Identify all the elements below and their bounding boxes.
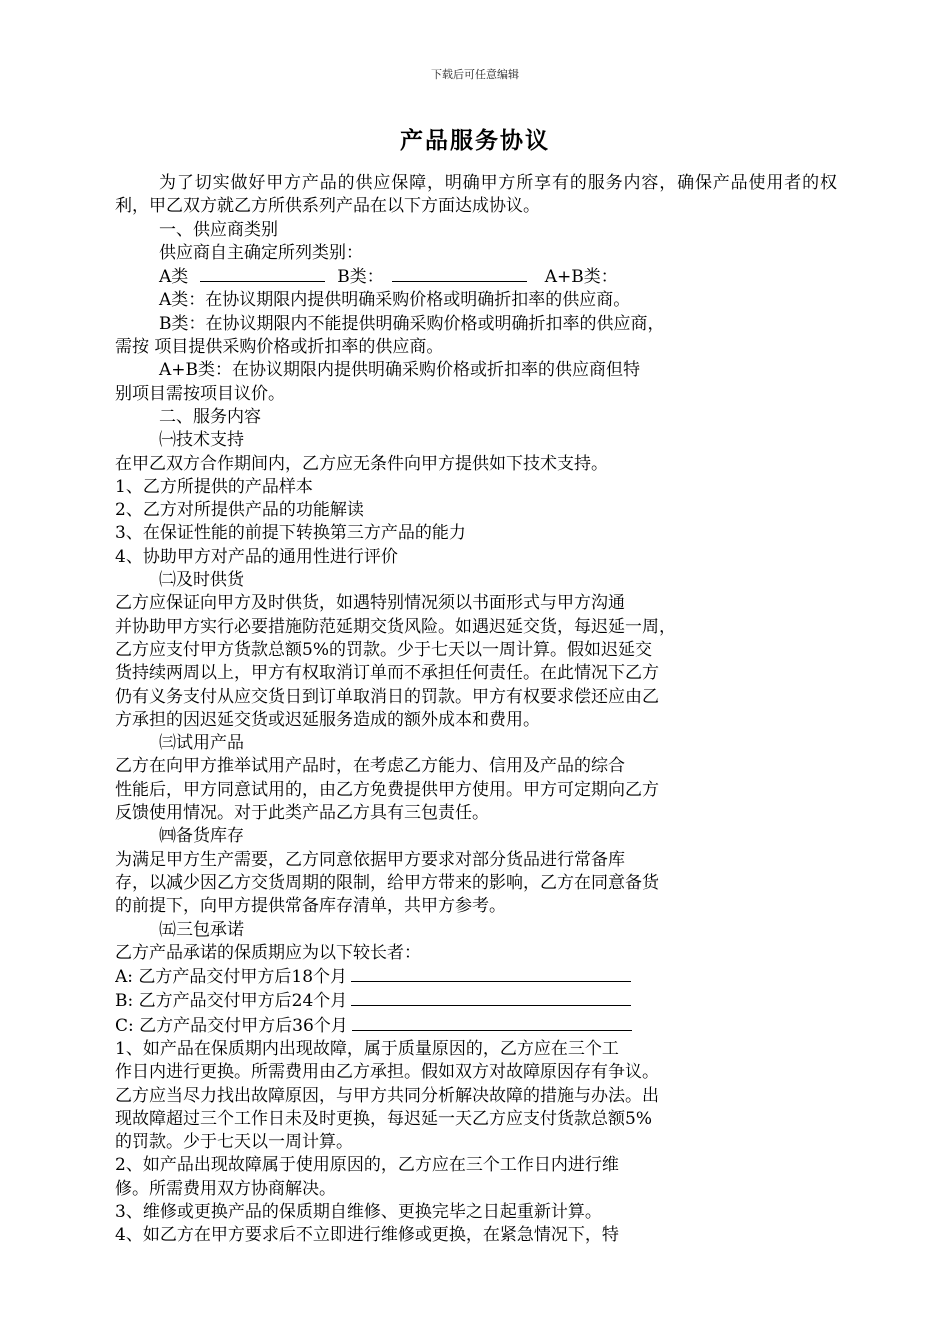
paragraph-line: 4、如乙方在甲方要求后不立即进行维修或更换，在紧急情况下，特 xyxy=(115,1225,619,1246)
document-title: 产品服务协议 xyxy=(400,127,550,154)
warranty-option-b-blank[interactable] xyxy=(351,989,631,1006)
list-item: 1、乙方所提供的产品样本 xyxy=(115,476,313,497)
category-ab-label: A+B类： xyxy=(544,267,618,288)
category-b-blank[interactable] xyxy=(392,265,527,282)
section-heading: 二、服务内容 xyxy=(159,406,261,427)
subsection-heading: ㈢试用产品 xyxy=(159,733,244,754)
warranty-option-b xyxy=(115,989,837,1013)
category-a-blank[interactable] xyxy=(200,265,325,282)
category-b-label: B类： xyxy=(337,267,384,288)
paragraph-line: 方承担的因迟延交货或迟延服务造成的额外成本和费用。 xyxy=(115,709,540,730)
warranty-option-c-text: C: 乙方产品交付甲方后36个月 xyxy=(115,1015,348,1036)
paragraph-line: 的前提下，向甲方提供常备库存清单，共甲方参考。 xyxy=(115,896,506,917)
paragraph-line: 在甲乙双方合作期间内，乙方应无条件向甲方提供如下技术支持。 xyxy=(115,453,608,474)
paragraph-line: 作日内进行更换。所需费用由乙方承担。假如双方对故障原因存有争议。 xyxy=(115,1062,659,1083)
warranty-option-a xyxy=(115,965,837,989)
subsection-heading: ㈡及时供货 xyxy=(159,570,244,591)
list-item: 2、乙方对所提供产品的功能解读 xyxy=(115,500,364,521)
paragraph-line: 乙方在向甲方推举试用产品时，在考虑乙方能力、信用及产品的综合 xyxy=(115,756,625,777)
paragraph-line: 仍有义务支付从应交货日到订单取消日的罚款。甲方有权要求偿还应由乙 xyxy=(115,686,659,707)
warranty-option-c-blank[interactable] xyxy=(352,1014,632,1031)
warranty-option-a-text: A: 乙方产品交付甲方后18个月 xyxy=(115,967,348,988)
paragraph-line: 乙方应保证向甲方及时供货，如遇特别情况须以书面形式与甲方沟通 xyxy=(115,593,625,614)
paragraph-line: 修。所需费用双方协商解决。 xyxy=(115,1178,336,1199)
paragraph-line: 现故障超过三个工作日未及时更换，每迟延一天乙方应支付货款总额5% xyxy=(115,1108,652,1129)
section-heading: 一、供应商类别 xyxy=(159,219,278,240)
paragraph-line: 为满足甲方生产需要，乙方同意依据甲方要求对部分货品进行常备库 xyxy=(115,849,625,870)
paragraph-line: B类：在协议期限内不能提供明确采购价格或明确折扣率的供应商， xyxy=(159,313,665,334)
paragraph-line: 需按 项目提供采购价格或折扣率的供应商。 xyxy=(115,337,444,358)
paragraph-line: A+B类：在协议期限内提供明确采购价格或折扣率的供应商但特 xyxy=(159,360,641,381)
page-header: 下载后可任意编辑 xyxy=(431,68,519,81)
category-line xyxy=(115,265,837,289)
document-body xyxy=(115,172,837,1248)
paragraph-line: 3、维修或更换产品的保质期自维修、更换完毕之日起重新计算。 xyxy=(115,1202,602,1223)
paragraph-line: 乙方应支付甲方货款总额5%的罚款。少于七天以一周计算。假如迟延交 xyxy=(115,639,652,660)
intro-paragraph: 为了切实做好甲方产品的供应保障，明确甲方所享有的服务内容，确保产品使用者的权利，甲乙双方就乙方所供系列产品在以下方面达成协议。 xyxy=(115,173,837,217)
subsection-heading: ㈠技术支持 xyxy=(159,430,244,451)
warranty-option-a-blank[interactable] xyxy=(351,965,631,982)
paragraph-line: 并协助甲方实行必要措施防范延期交货风险。如遇迟延交货，每迟延一周， xyxy=(115,616,676,637)
paragraph-line: 2、如产品出现故障属于使用原因的，乙方应在三个工作日内进行维 xyxy=(115,1155,619,1176)
paragraph-line: 1、如产品在保质期内出现故障，属于质量原因的，乙方应在三个工 xyxy=(115,1038,619,1059)
list-item: 4、协助甲方对产品的通用性进行评价 xyxy=(115,546,398,567)
list-item: 3、在保证性能的前提下转换第三方产品的能力 xyxy=(115,523,466,544)
paragraph-line: 别项目需按项目议价。 xyxy=(115,383,285,404)
paragraph-line: A类：在协议期限内提供明确采购价格或明确折扣率的供应商。 xyxy=(159,290,631,311)
warranty-option-b-text: B: 乙方产品交付甲方后24个月 xyxy=(115,991,348,1012)
paragraph-line: 的罚款。少于七天以一周计算。 xyxy=(115,1132,353,1153)
paragraph-line: 乙方产品承诺的保质期应为以下较长者： xyxy=(115,942,421,963)
paragraph-line: 存，以减少因乙方交货周期的限制，给甲方带来的影响，乙方在同意备货 xyxy=(115,872,659,893)
subsection-heading: ㈣备货库存 xyxy=(159,826,244,847)
paragraph-line: 性能后，甲方同意试用的，由乙方免费提供甲方使用。甲方可定期向乙方 xyxy=(115,779,659,800)
paragraph-line: 供应商自主确定所列类别： xyxy=(159,242,363,263)
paragraph-line: 乙方应当尽力找出故障原因，与甲方共同分析解决故障的措施与办法。出 xyxy=(115,1085,659,1106)
paragraph-line: 货持续两周以上，甲方有权取消订单而不承担任何责任。在此情况下乙方 xyxy=(115,663,659,684)
warranty-option-c xyxy=(115,1014,837,1038)
subsection-heading: ㈤三包承诺 xyxy=(159,919,244,940)
category-a-label: A类 xyxy=(159,267,189,288)
paragraph-line: 反馈使用情况。对于此类产品乙方具有三包责任。 xyxy=(115,803,489,824)
